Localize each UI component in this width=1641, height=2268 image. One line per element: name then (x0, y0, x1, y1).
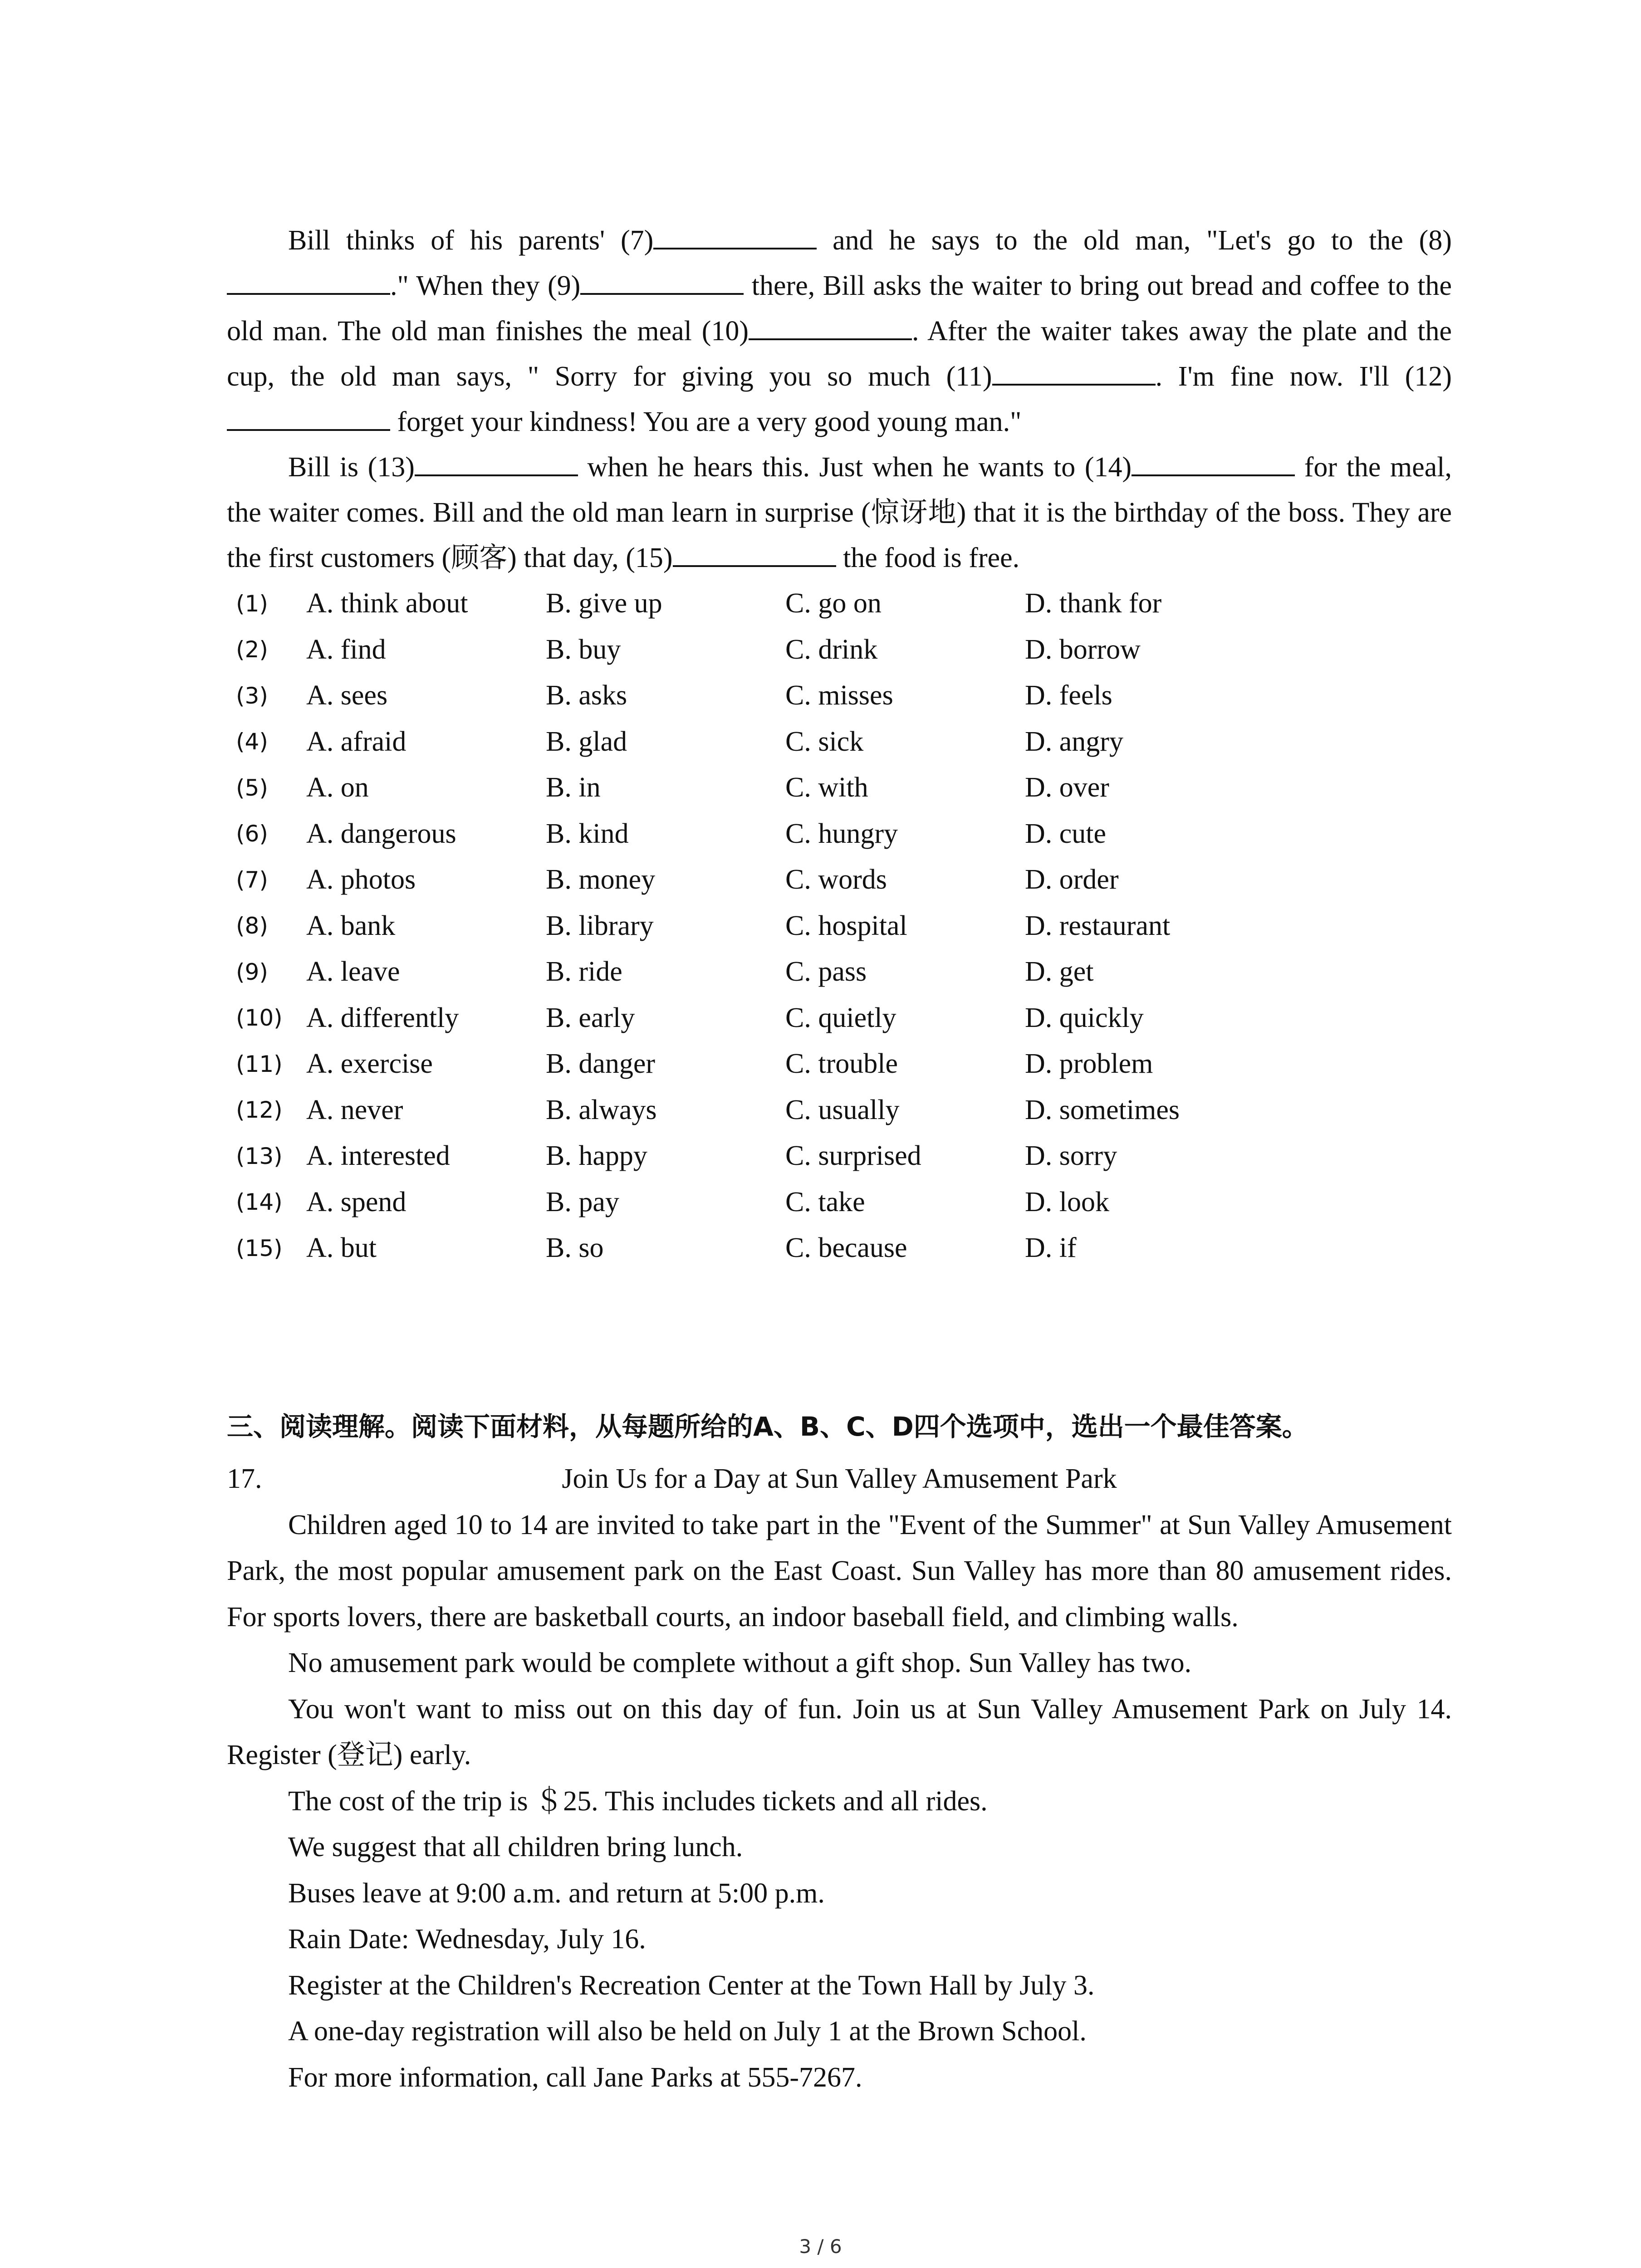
option-a[interactable]: A. interested (306, 1140, 450, 1172)
option-b[interactable]: B. library (546, 910, 654, 941)
reading-paragraph: A one-day registration will also be held on July 1 at the Brown School. (288, 2016, 1087, 2047)
option-c[interactable]: C. trouble (785, 1048, 898, 1080)
question-header (227, 1456, 1452, 1502)
reading-paragraphs (227, 1502, 1452, 2101)
option-c[interactable]: C. take (785, 1186, 865, 1217)
cloze-text-segment: the food is free. (836, 543, 1020, 573)
answer-blank[interactable] (580, 265, 744, 295)
option-number: (10) (236, 1005, 283, 1031)
option-d[interactable]: D. if (1025, 1232, 1077, 1264)
option-b[interactable]: B. always (546, 1094, 657, 1125)
option-d[interactable]: D. thank for (1025, 588, 1162, 619)
cloze-text-segment: for the meal, the waiter comes. Bill and the old man learn in surprise (惊讶地) that it is the birthday of the boss. They are the first customers (顾客) that day, (15) (227, 452, 1452, 573)
option-a[interactable]: A. never (306, 1094, 403, 1125)
answer-blank[interactable] (673, 537, 836, 567)
option-a[interactable]: A. differently (306, 1002, 459, 1033)
page-number: 3 / 6 (799, 2235, 842, 2258)
option-d[interactable]: D. quickly (1025, 1002, 1144, 1033)
option-c[interactable]: C. pass (785, 956, 867, 987)
option-a[interactable]: A. spend (306, 1186, 407, 1217)
option-b[interactable]: B. money (546, 864, 656, 895)
answer-blank[interactable] (992, 356, 1156, 386)
option-row (227, 857, 1452, 903)
option-d[interactable]: D. borrow (1025, 634, 1141, 665)
cloze-text-segment: there, Bill asks the waiter to bring out bread and coffee to the old man. The old man finishes the meal (10) (227, 270, 1452, 347)
reading-paragraph: We suggest that all children bring lunch. (288, 1832, 743, 1862)
option-row (227, 811, 1452, 857)
option-a[interactable]: A. sees (306, 680, 388, 711)
option-number: (3) (236, 682, 268, 709)
option-row (227, 1133, 1452, 1179)
option-row (227, 995, 1452, 1041)
option-b[interactable]: B. kind (546, 818, 629, 849)
option-number: (11) (236, 1051, 283, 1077)
option-number: (4) (236, 728, 268, 755)
option-c[interactable]: C. drink (785, 634, 878, 665)
reading-passage (227, 1456, 1452, 2101)
option-b[interactable]: B. buy (546, 634, 621, 665)
option-d[interactable]: D. over (1025, 772, 1109, 803)
answer-blank[interactable] (749, 310, 912, 340)
option-a[interactable]: A. find (306, 634, 386, 665)
reading-paragraph: Children aged 10 to 14 are invited to take part in the "Event of the Summer" at Sun Valley Amusement Park, the most popular amusement park on the East Coast. Sun Valley has more than 80 amusement rides. For sports lovers, there are basketball courts, an indoor baseball field, and climbing walls. (227, 1509, 1452, 1633)
option-b[interactable]: B. glad (546, 726, 627, 757)
option-c[interactable]: C. go on (785, 588, 882, 619)
option-number: (8) (236, 913, 268, 939)
reading-paragraph: Register at the Children's Recreation Center at the Town Hall by July 3. (288, 1970, 1095, 2001)
option-d[interactable]: D. sorry (1025, 1140, 1117, 1172)
option-b[interactable]: B. early (546, 1002, 635, 1033)
reading-paragraph: No amusement park would be complete without a gift shop. Sun Valley has two. (288, 1647, 1192, 1678)
option-number: (6) (236, 821, 268, 847)
option-d[interactable]: D. look (1025, 1186, 1109, 1217)
option-row (227, 903, 1452, 949)
answer-blank[interactable] (653, 220, 817, 249)
section-heading: 三、阅读理解。阅读下面材料，从每题所给的A、B、C、D四个选项中，选出一个最佳答案。 (227, 1411, 1308, 1442)
reading-paragraph: The cost of the trip is ＄25. This includes tickets and all rides. (288, 1785, 988, 1817)
option-row (227, 949, 1452, 995)
option-d[interactable]: D. restaurant (1025, 910, 1171, 941)
option-b[interactable]: B. ride (546, 956, 622, 987)
cloze-paragraph (227, 218, 1452, 445)
option-d[interactable]: D. get (1025, 956, 1094, 987)
option-number: (14) (236, 1189, 283, 1216)
option-c[interactable]: C. hospital (785, 910, 907, 941)
option-number: (2) (236, 636, 268, 663)
option-a[interactable]: A. bank (306, 910, 396, 941)
option-b[interactable]: B. in (546, 772, 601, 803)
option-b[interactable]: B. asks (546, 680, 627, 711)
cloze-text-segment: Bill is (13) (288, 452, 415, 483)
option-number: (5) (236, 774, 268, 801)
answer-blank[interactable] (227, 265, 390, 295)
option-c[interactable]: C. hungry (785, 818, 898, 849)
option-number: (13) (236, 1143, 283, 1169)
option-b[interactable]: B. so (546, 1232, 604, 1264)
cloze-text-segment: and he says to the old man, "Let's go to the (8) (817, 225, 1452, 256)
option-d[interactable]: D. problem (1025, 1048, 1153, 1080)
option-a[interactable]: A. leave (306, 956, 400, 987)
reading-paragraph: Rain Date: Wednesday, July 16. (288, 1924, 646, 1955)
option-a[interactable]: A. exercise (306, 1048, 433, 1080)
option-c[interactable]: C. surprised (785, 1140, 921, 1172)
option-number: (12) (236, 1097, 283, 1124)
answer-blank[interactable] (1132, 446, 1295, 476)
option-row (227, 1225, 1452, 1271)
option-d[interactable]: D. order (1025, 864, 1119, 895)
option-row (227, 673, 1452, 719)
option-a[interactable]: A. but (306, 1232, 377, 1264)
cloze-text-segment: Bill thinks of his parents' (7) (288, 225, 654, 256)
option-a[interactable]: A. photos (306, 864, 416, 895)
option-row (227, 1179, 1452, 1226)
option-c[interactable]: C. because (785, 1232, 907, 1264)
option-c[interactable]: C. words (785, 864, 887, 895)
option-a[interactable]: A. dangerous (306, 818, 456, 849)
cloze-text (227, 218, 1452, 581)
option-b[interactable]: B. danger (546, 1048, 656, 1080)
option-row (227, 1041, 1452, 1087)
reading-paragraph: Buses leave at 9:00 a.m. and return at 5:00 p.m. (288, 1877, 825, 1909)
option-row (227, 719, 1452, 765)
answer-blank[interactable] (227, 401, 390, 431)
option-a[interactable]: A. think about (306, 588, 468, 619)
option-row (227, 765, 1452, 811)
reading-paragraph: For more information, call Jane Parks at 555-7267. (288, 2062, 862, 2093)
option-b[interactable]: B. happy (546, 1140, 647, 1172)
cloze-text-segment: . After the waiter takes away the plate and the cup, the old man says, " Sorry for giving you so much (11) (227, 316, 1452, 392)
option-d[interactable]: D. sometimes (1025, 1094, 1180, 1125)
reading-paragraph: You won't want to miss out on this day of fun. Join us at Sun Valley Amusement Park on July 14. Register (登记) early. (227, 1693, 1452, 1770)
option-d[interactable]: D. cute (1025, 818, 1107, 849)
cloze-text-segment: ." When they (9) (390, 270, 581, 301)
option-row (227, 581, 1452, 627)
option-d[interactable]: D. angry (1025, 726, 1123, 757)
option-a[interactable]: A. on (306, 772, 369, 803)
option-number: (15) (236, 1235, 283, 1261)
option-d[interactable]: D. feels (1025, 680, 1112, 711)
option-c[interactable]: C. sick (785, 726, 864, 757)
option-a[interactable]: A. afraid (306, 726, 407, 757)
cloze-paragraph (227, 445, 1452, 581)
cloze-passage (227, 218, 1452, 1271)
cloze-text-segment: when he hears this. Just when he wants to (14) (578, 452, 1132, 483)
cloze-text-segment: forget your kindness! You are a very good young man." (390, 406, 1022, 437)
question-number: 17. (227, 1463, 262, 1494)
option-c[interactable]: C. misses (785, 680, 893, 711)
option-c[interactable]: C. with (785, 772, 868, 803)
passage-title: Join Us for a Day at Sun Valley Amusement Park (562, 1463, 1117, 1494)
option-row (227, 1087, 1452, 1134)
option-c[interactable]: C. usually (785, 1094, 900, 1125)
option-c[interactable]: C. quietly (785, 1002, 896, 1033)
option-b[interactable]: B. give up (546, 588, 662, 619)
cloze-options (227, 581, 1452, 1271)
cloze-text-segment: . I'm fine now. I'll (12) (1155, 361, 1452, 392)
answer-blank[interactable] (415, 446, 578, 476)
option-number: (7) (236, 866, 268, 893)
option-row (227, 627, 1452, 673)
option-b[interactable]: B. pay (546, 1186, 619, 1217)
option-number: (1) (236, 590, 268, 617)
option-number: (9) (236, 958, 268, 985)
